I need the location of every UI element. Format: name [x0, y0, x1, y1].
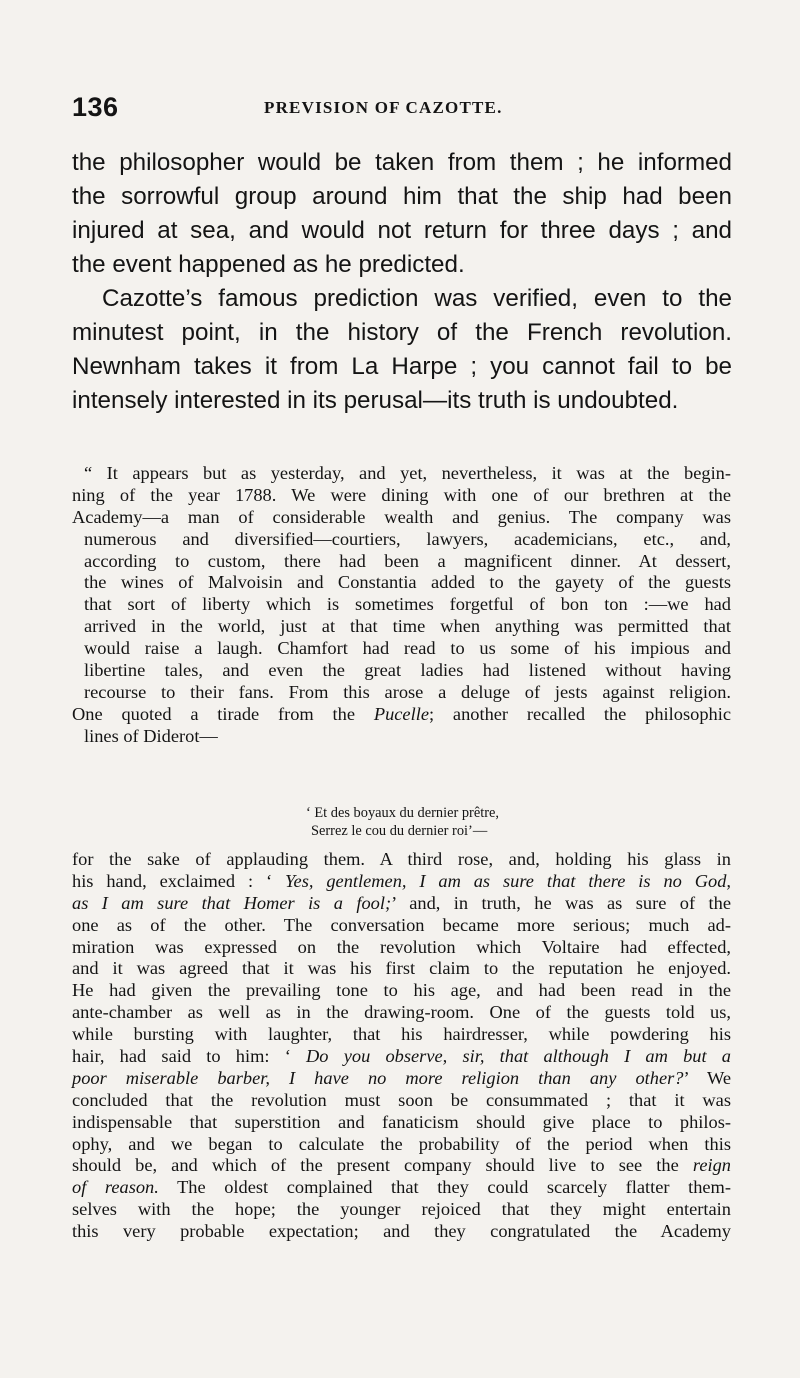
- quote-line: [72, 893, 731, 915]
- quote-line: and it was agreed that it was his first claim to the reputation he enjoyed.: [72, 958, 731, 979]
- lead-paragraphs: [72, 146, 732, 418]
- verse-line: ‘ Et des boyaux du dernier prêtre,: [306, 805, 500, 821]
- text-line: intensely interested in its perusal—its truth is undoubted.: [72, 387, 679, 414]
- quote-line-start: One quoted a tirade from the: [72, 703, 374, 724]
- quote-line: He had given the prevailing tone to his age, and had been read in the: [72, 980, 731, 1001]
- text-line: minutest point, in the history of the French revolution.: [72, 319, 732, 346]
- italic-speech: poor miserable barber, I have no more religion than any other?: [72, 1067, 684, 1088]
- title-italic-pucelle: Pucelle: [373, 703, 429, 724]
- quote-line: selves with the hope; the younger rejoiced that they might entertain: [72, 1199, 731, 1220]
- quote-line: [72, 704, 731, 726]
- quote-line: while bursting with laughter, that his hairdresser, while powdering his: [72, 1024, 731, 1045]
- italic-phrase: reign: [692, 1155, 731, 1176]
- quote-line-end: ’ and, in truth, he was as sure of the: [391, 892, 731, 913]
- quote-line-end: ; another recalled the philosophic: [428, 703, 731, 724]
- quote-line: for the sake of applauding them. A third rose, and, holding his glass in: [72, 849, 731, 869]
- quote-line: this very probable expectation; and they congratulated the Academy: [72, 1221, 731, 1242]
- quote-line: [72, 1046, 731, 1068]
- quote-line: one as of the other. The conversation became more serious; much ad-: [72, 914, 731, 935]
- quote-line: ning of the year 1788. We were dining with one of our brethren at the: [72, 484, 731, 505]
- italic-phrase: of reason.: [72, 1177, 159, 1198]
- quote-line-start: should be, and which of the present company should live to see the: [72, 1155, 693, 1176]
- quote-line-start: hair, had said to him: ‘: [72, 1046, 307, 1067]
- text-line: Newnham takes it from La Harpe ; you cannot fail to be: [72, 353, 732, 380]
- quote-line: libertine tales, and even the great ladies had listened without having: [84, 660, 731, 681]
- quote-line: “ It appears but as yesterday, and yet, nevertheless, it was at the begin-: [84, 463, 731, 483]
- quote-line-start: his hand, exclaimed : ‘: [72, 870, 285, 891]
- quote-line: arrived in the world, just at that time when anything was permitted that: [84, 616, 731, 637]
- quote-line: recourse to their fans. From this arose a deluge of jests against religion.: [84, 681, 731, 702]
- quote-line: miration was expressed on the revolution which Voltaire had effected,: [72, 936, 731, 957]
- quote-line: [72, 1155, 731, 1177]
- verse-quotation: [306, 804, 499, 840]
- quote-line: the wines of Malvoisin and Constantia added to the gayety of the guests: [84, 572, 731, 593]
- quote-line-end: ’ We: [683, 1067, 732, 1088]
- running-head: [72, 92, 732, 126]
- quote-line: that sort of liberty which is sometimes forgetful of bon ton :—we had: [84, 594, 731, 615]
- verse-line: Serrez le cou du dernier roi’—: [311, 823, 488, 839]
- text-line: Cazotte’s famous prediction was verified, even to the: [102, 285, 732, 312]
- quote-line: concluded that the revolution must soon be consummated ; that it was: [72, 1089, 731, 1110]
- running-title: PREVISION OF CAZOTTE.: [264, 98, 503, 117]
- text-line: the philosopher would be taken from them ; he informed: [72, 149, 732, 176]
- text-line: the sorrowful group around him that the ship had been: [72, 183, 732, 210]
- quote-line: ante-chamber as well as in the drawing-room. One of the guests told us,: [72, 1002, 731, 1023]
- quoted-passage-continued: [72, 849, 731, 1243]
- quote-line: Academy—a man of considerable wealth and genius. The company was: [72, 506, 731, 527]
- quote-line: would raise a laugh. Chamfort had read to us some of his impious and: [84, 638, 731, 659]
- quote-line: [72, 1068, 731, 1090]
- italic-speech: Do you observe, sir, that although I am but a: [306, 1046, 731, 1067]
- quote-line: lines of Diderot—: [84, 725, 218, 746]
- text-line: injured at sea, and would not return for three days ; and: [72, 217, 732, 244]
- quote-line: numerous and diversified—courtiers, lawyers, academicians, etc., and,: [84, 528, 731, 549]
- text-line: the event happened as he predicted.: [72, 251, 465, 278]
- italic-speech: Yes, gentlemen, I am as sure that there is no God,: [285, 870, 731, 891]
- quote-line: indispensable that superstition and fanaticism should give place to philos-: [72, 1111, 731, 1132]
- quote-line-end: The oldest complained that they could scarcely flatter them-: [158, 1177, 731, 1198]
- quote-line: ophy, and we began to calculate the probability of the period when this: [72, 1133, 731, 1154]
- italic-speech: as I am sure that Homer is a fool;: [72, 892, 392, 913]
- quote-line: according to custom, there had been a magnificent dinner. At dessert,: [84, 550, 731, 571]
- page-number: 136: [72, 92, 119, 122]
- quote-line: [72, 871, 731, 893]
- quoted-passage: [72, 463, 731, 748]
- quote-line: [72, 1177, 731, 1199]
